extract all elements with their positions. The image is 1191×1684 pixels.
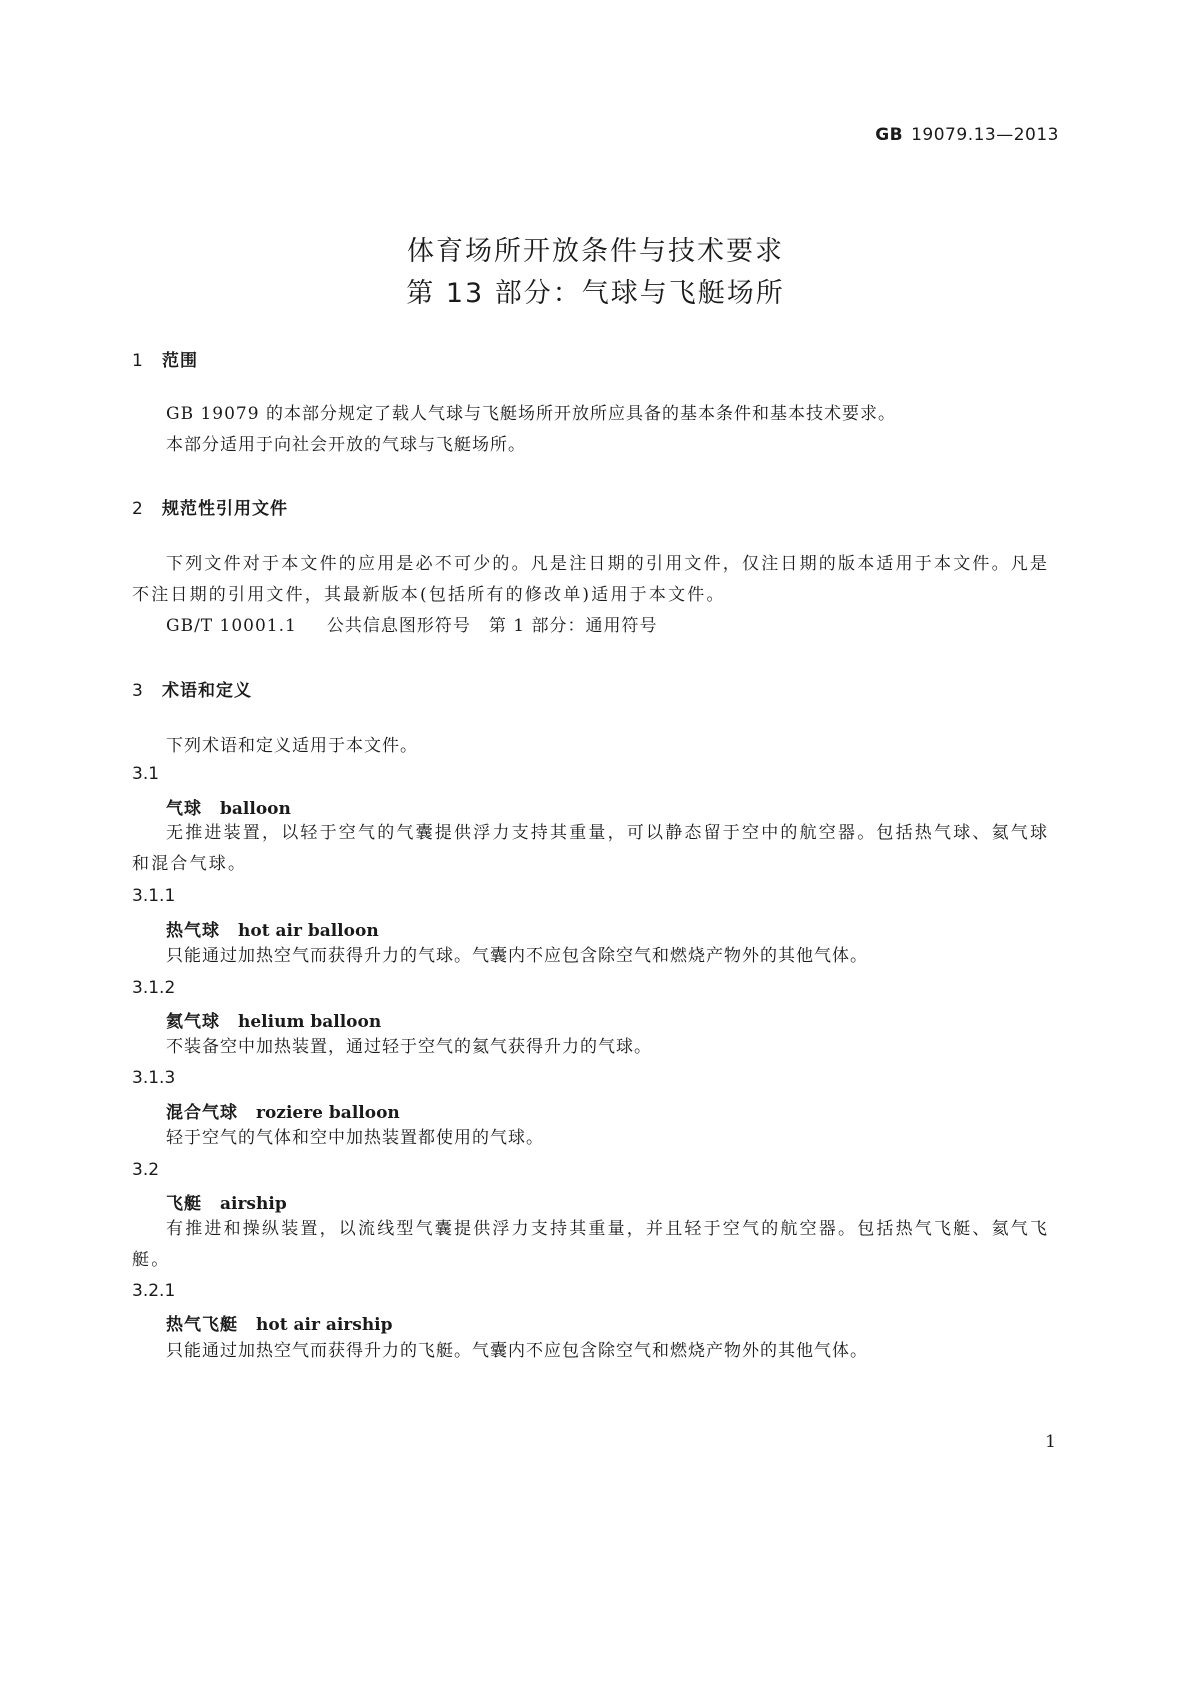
term-chinese: 热气飞艇 bbox=[166, 1315, 238, 1335]
section-heading-scope bbox=[132, 346, 198, 371]
section-name: 规范性引用文件 bbox=[162, 499, 288, 519]
section-heading-terms-and-definitions bbox=[132, 676, 252, 701]
term-definition: 只能通过加热空气而获得升力的飞艇。气囊内不应包含除空气和燃烧产物外的其他气体。 bbox=[166, 1341, 868, 1361]
term-definition: 轻于空气的气体和空中加热装置都使用的气球。 bbox=[166, 1128, 544, 1148]
section-heading-normative-references bbox=[132, 494, 288, 519]
scope-paragraph-1: GB 19079 的本部分规定了载人气球与飞艇场所开放所应具备的基本条件和基本技术要求。 bbox=[166, 404, 896, 424]
term-number: 3.1.1 bbox=[132, 886, 176, 906]
term-definition: 不装备空中加热装置，通过轻于空气的氦气获得升力的气球。 bbox=[166, 1037, 652, 1057]
document-number: 19079.13—2013 bbox=[911, 125, 1059, 145]
normative-reference bbox=[166, 611, 657, 636]
section-name: 术语和定义 bbox=[162, 681, 252, 701]
normative-paragraph: 下列文件对于本文件的应用是必不可少的。凡是注日期的引用文件，仅注日期的版本适用于本文件。凡是不注日期的引用文件，其最新版本(包括所有的修改单)适用于本文件。 bbox=[132, 554, 1050, 605]
term-number: 3.2 bbox=[132, 1160, 160, 1180]
section-name: 范围 bbox=[162, 351, 198, 371]
term-heading bbox=[166, 1189, 287, 1214]
term-number: 3.1 bbox=[132, 764, 160, 784]
term-chinese: 氦气球 bbox=[166, 1012, 220, 1032]
scope-paragraph-2: 本部分适用于向社会开放的气球与飞艇场所。 bbox=[166, 435, 526, 455]
document-subtitle: 第 13 部分：气球与飞艇场所 bbox=[406, 278, 785, 309]
term-english: hot air balloon bbox=[238, 921, 379, 941]
term-definition: 只能通过加热空气而获得升力的气球。气囊内不应包含除空气和燃烧产物外的其他气体。 bbox=[166, 946, 868, 966]
term-english: roziere balloon bbox=[256, 1103, 400, 1123]
term-chinese: 热气球 bbox=[166, 921, 220, 941]
term-heading bbox=[166, 916, 379, 941]
term-chinese: 飞艇 bbox=[166, 1194, 202, 1214]
reference-code: GB/T 10001.1 bbox=[166, 616, 297, 636]
document-title: 体育场所开放条件与技术要求 bbox=[407, 236, 784, 267]
term-heading bbox=[166, 1007, 381, 1032]
term-english: airship bbox=[220, 1194, 287, 1214]
page-number: 1 bbox=[1045, 1432, 1056, 1452]
term-number: 3.1.3 bbox=[132, 1068, 176, 1088]
term-heading bbox=[166, 1098, 400, 1123]
section-number: 1 bbox=[132, 351, 143, 371]
term-definition: 有推进和操纵装置，以流线型气囊提供浮力支持其重量，并且轻于空气的航空器。包括热气飞艇、氦气飞艇。 bbox=[132, 1219, 1050, 1270]
terms-intro: 下列术语和定义适用于本文件。 bbox=[166, 736, 418, 756]
reference-title: 公共信息图形符号 第 1 部分：通用符号 bbox=[326, 616, 658, 636]
section-number: 3 bbox=[132, 681, 143, 701]
term-number: 3.2.1 bbox=[132, 1281, 176, 1301]
section-number: 2 bbox=[132, 499, 143, 519]
term-definition: 无推进装置，以轻于空气的气囊提供浮力支持其重量，可以静态留于空中的航空器。包括热气球、氦气球和混合气球。 bbox=[132, 823, 1050, 874]
term-english: balloon bbox=[220, 799, 291, 819]
term-number: 3.1.2 bbox=[132, 978, 176, 998]
term-heading bbox=[166, 794, 291, 819]
document-code bbox=[875, 125, 1059, 145]
term-english: hot air airship bbox=[256, 1315, 393, 1335]
term-chinese: 气球 bbox=[166, 799, 202, 819]
term-english: helium balloon bbox=[238, 1012, 382, 1032]
term-chinese: 混合气球 bbox=[166, 1103, 238, 1123]
term-heading bbox=[166, 1310, 393, 1335]
document-prefix: GB bbox=[875, 125, 904, 145]
